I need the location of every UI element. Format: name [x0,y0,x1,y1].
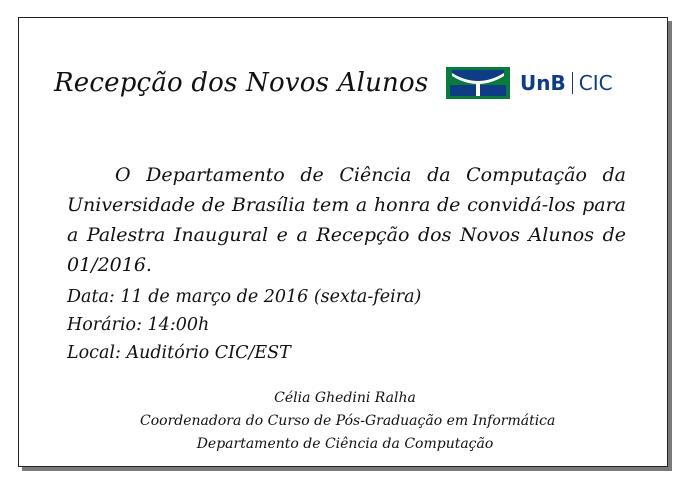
signature-role: Coordenadora do Curso de Pós-Graduação em Informática [140,413,556,429]
event-date: Data: 11 de março de 2016 (sexta-feira) [67,287,422,307]
signature-department: Departamento de Ciência da Computação [196,436,494,452]
unb-cic-logo [446,66,631,100]
event-time: Horário: 14:00h [67,315,210,335]
logo-wordmark [520,67,613,99]
unb-emblem-icon [446,67,510,99]
event-details [67,283,421,367]
event-place: Local: Auditório CIC/EST [67,343,291,363]
invitation-paragraph: O Departamento de Ciência da Computação da Universidade de Brasília tem a honra de convidá-los para a Palestra Inaugural e a Recepção dos Novos Alunos de 01/2016. [67,164,626,276]
signature-block [140,387,556,456]
signature-name: Célia Ghedini Ralha [274,390,416,406]
logo-unb-text: UnB [520,71,566,95]
page-title: Recepção dos Novos Alunos [54,68,429,98]
logo-divider [572,72,573,94]
logo-cic-text: CIC [578,71,613,95]
